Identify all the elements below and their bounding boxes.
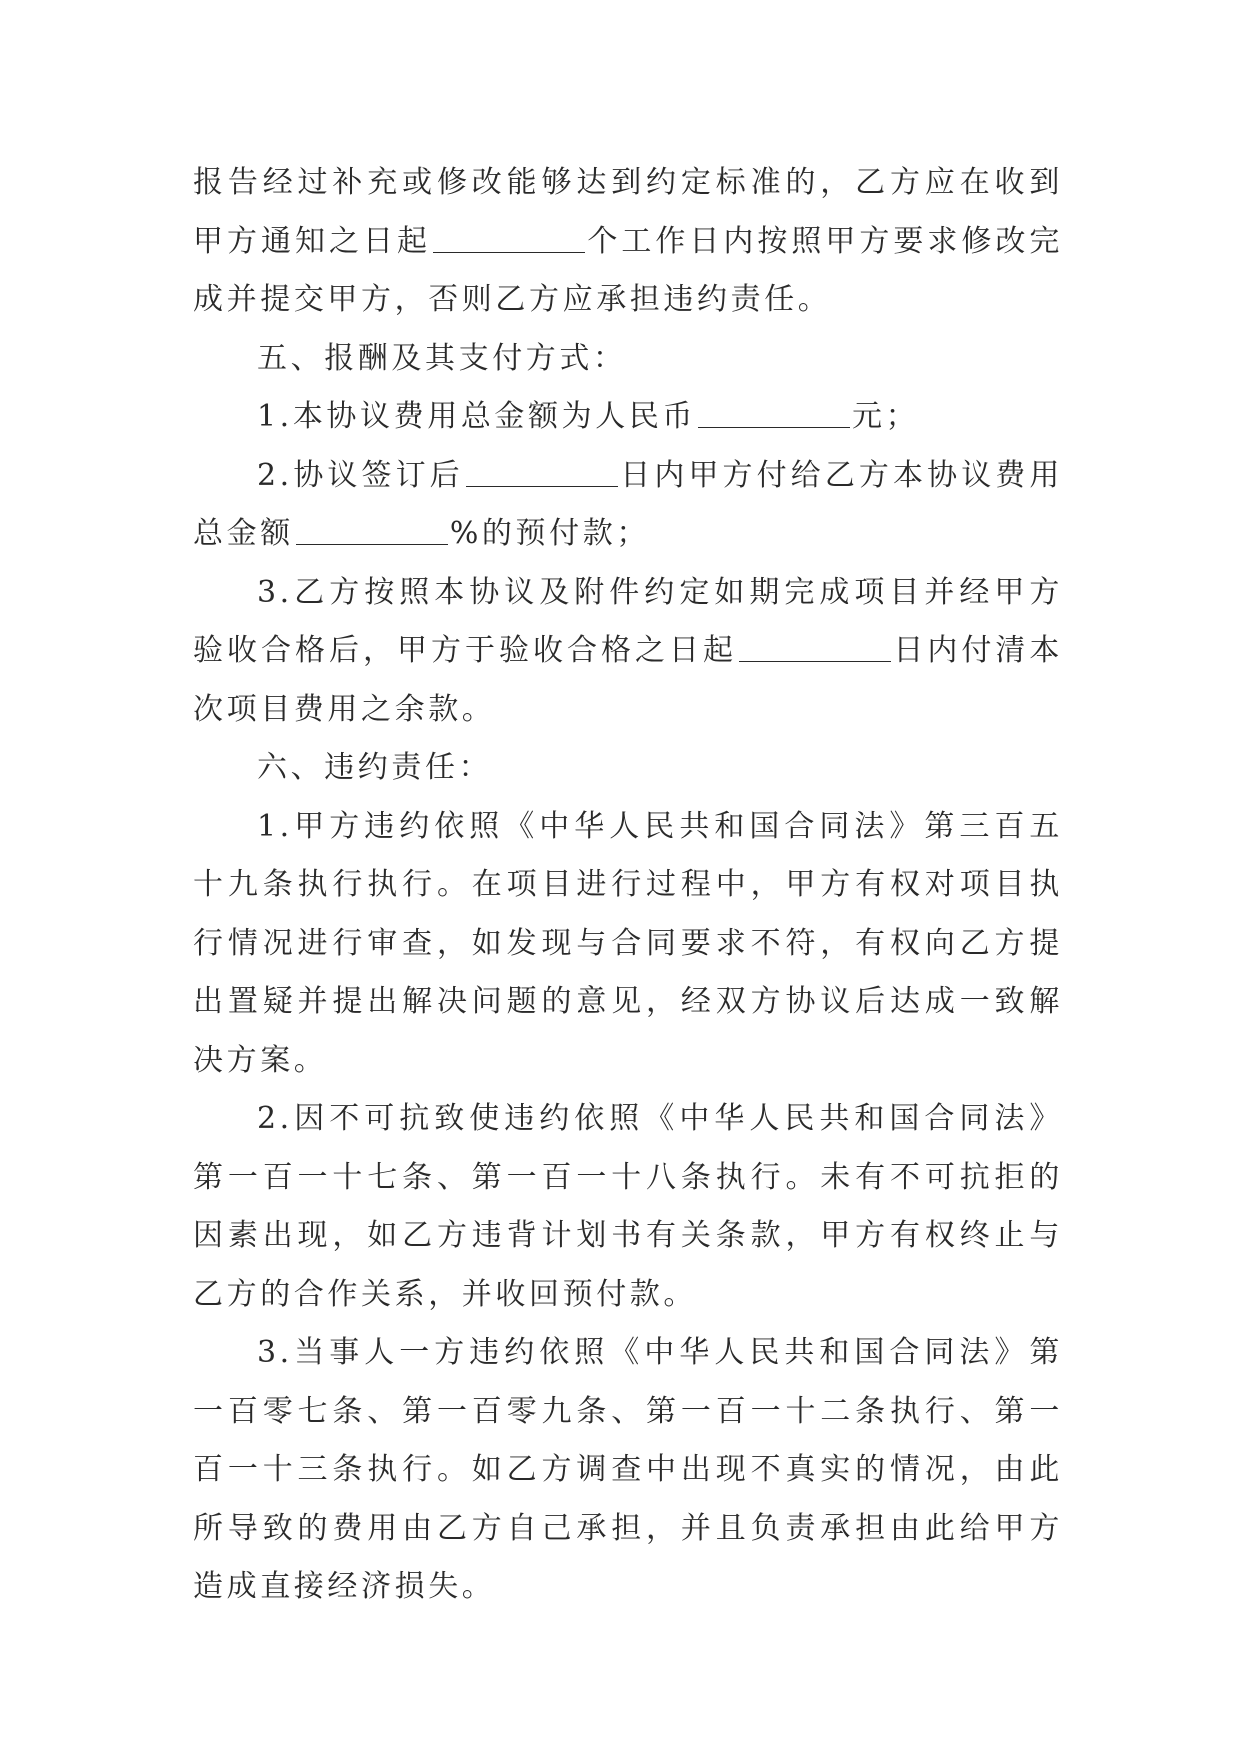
- fill-in-blank: [698, 403, 850, 428]
- fill-in-blank: [466, 462, 618, 487]
- paragraph-text: 1.本协议费用总金额为人民币: [257, 399, 697, 434]
- paragraph-text: 六、违约责任：: [257, 750, 493, 785]
- document-body: [193, 154, 1063, 1617]
- paragraph: [193, 798, 1063, 1091]
- paragraph-text: 日内付清本次项目费用之余款。: [193, 633, 1063, 727]
- paragraph-text: 五、报酬及其支付方式：: [257, 340, 627, 376]
- paragraph-text: 3.当事人一方违约依照《中华人民共和国合同法》第一百零七条、第一百零九条、第一百一十二条执行、第一百一十三条执行。如乙方调查中出现不真实的情况，由此所导致的费用由乙方自己承担，并且负责承担由此给甲方造成直接经济损失。: [193, 1335, 1063, 1604]
- paragraph-text: 日内甲方付给乙方本协议费用总金额: [193, 457, 1063, 551]
- paragraph-text: 报告经过补充或修改能够达到约定标准的，乙方应在收到甲方通知之日起: [193, 165, 1063, 259]
- paragraph: [193, 154, 1063, 330]
- paragraph-text: 元；: [852, 399, 920, 434]
- paragraph-text: 个工作日内按照甲方要求修改完成并提交甲方，否则乙方应承担违约责任。: [193, 223, 1063, 317]
- paragraph-text: 1.甲方违约依照《中华人民共和国合同法》第三百五十九条执行执行。在项目进行过程中，甲方有权对项目执行情况进行审查，如发现与合同要求不符，有权向乙方提出置疑并提出解决问题的意见，经双方协议后达成一致解决方案。: [193, 808, 1063, 1078]
- paragraph: [193, 739, 1063, 798]
- paragraph: [193, 447, 1063, 564]
- fill-in-blank: [739, 637, 891, 662]
- paragraph: [193, 564, 1063, 740]
- fill-in-blank: [433, 228, 585, 253]
- paragraph: [193, 330, 1063, 389]
- fill-in-blank: [296, 520, 448, 545]
- paragraph-text: 3.乙方按照本协议及附件约定如期完成项目并经甲方验收合格后，甲方于验收合格之日起: [193, 574, 1063, 668]
- paragraph: [193, 1324, 1063, 1617]
- paragraph-text: 2.协议签订后: [257, 457, 464, 493]
- paragraph-text: %的预付款；: [449, 516, 650, 551]
- paragraph: [193, 1090, 1063, 1324]
- paragraph-text: 2.因不可抗致使违约依照《中华人民共和国合同法》第一百一十七条、第一百一十八条执行。未有不可抗拒的因素出现，如乙方违背计划书有关条款，甲方有权终止与乙方的合作关系，并收回预付款。: [193, 1101, 1063, 1312]
- paragraph: [193, 388, 1063, 447]
